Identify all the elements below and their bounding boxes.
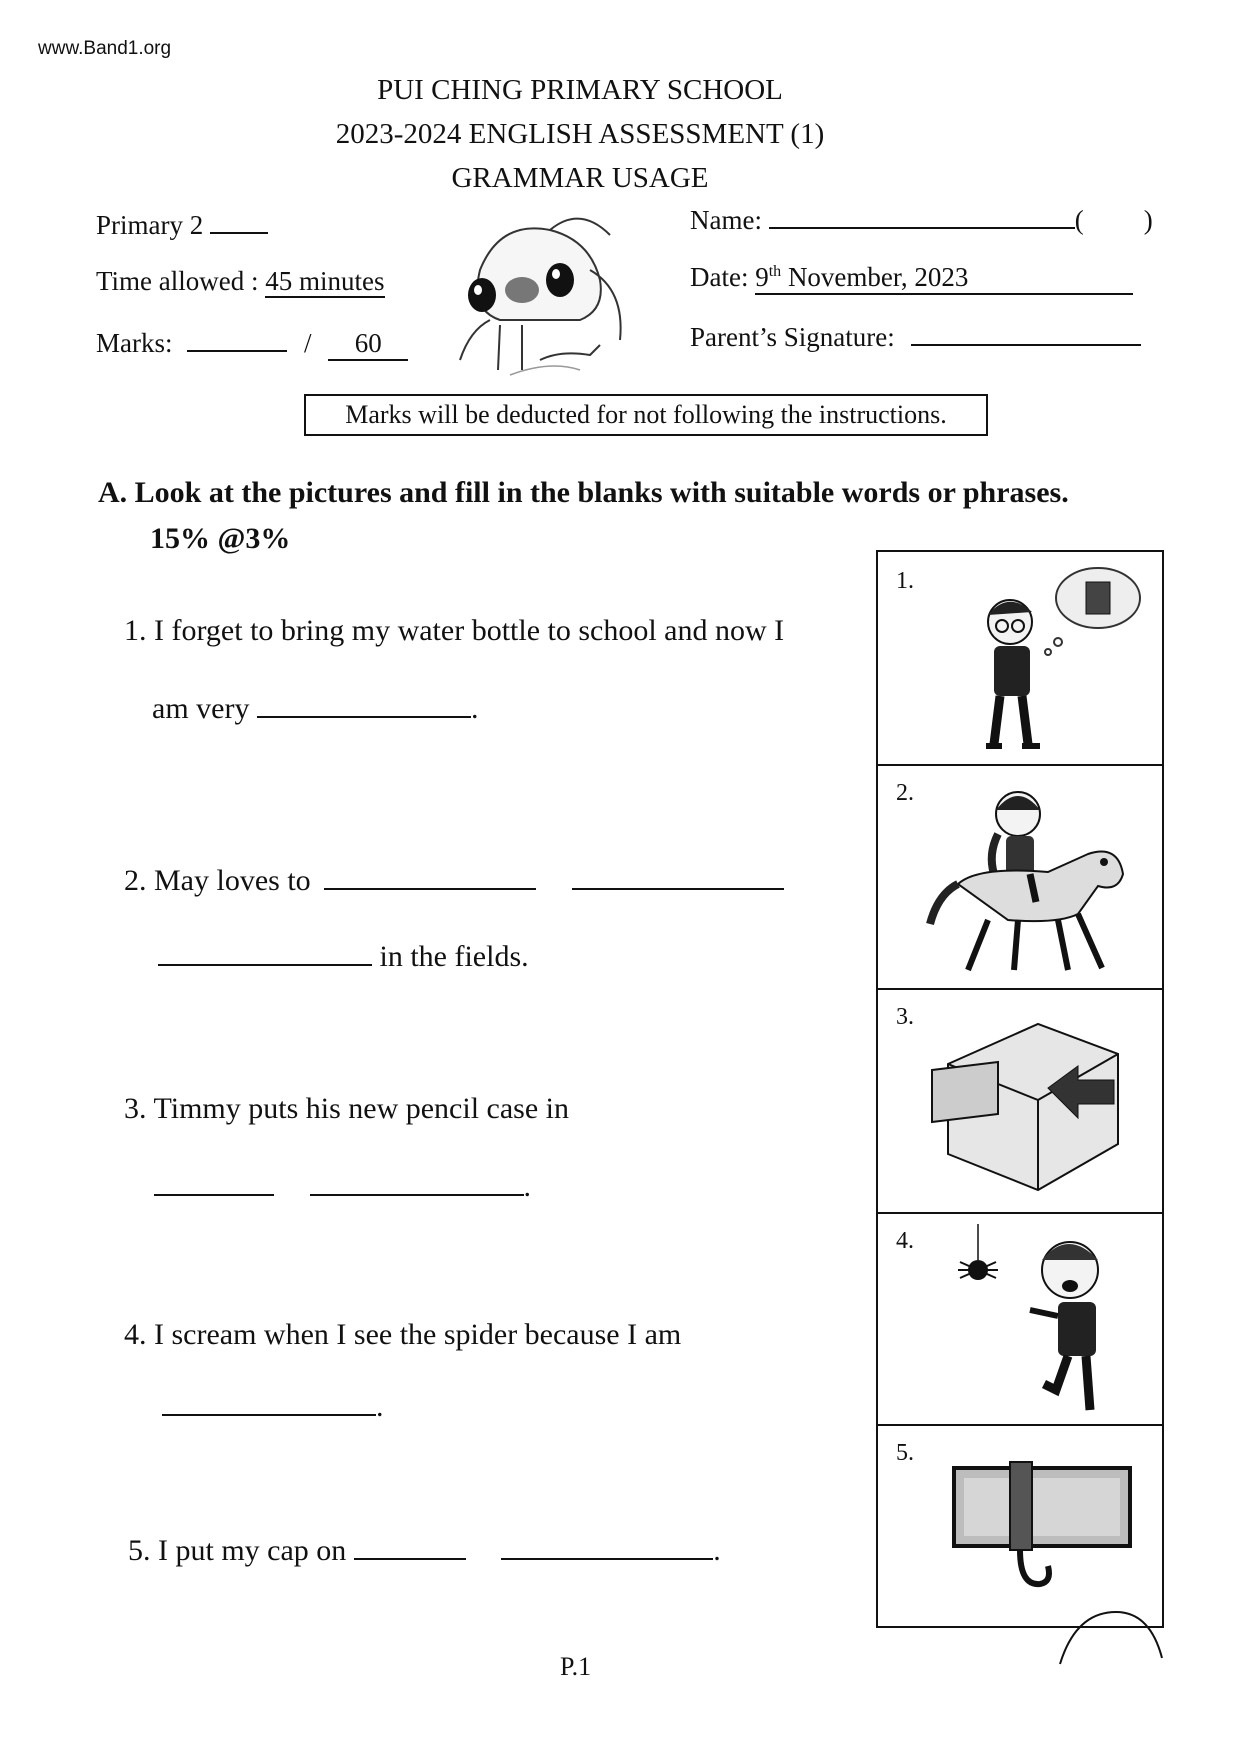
school-name: PUI CHING PRIMARY SCHOOL — [377, 74, 783, 106]
thirsty-boy-illustration — [948, 560, 1148, 760]
punctuation: . — [376, 1390, 384, 1423]
time-value: 45 minutes — [265, 266, 385, 296]
question-3-line-2 — [154, 1170, 531, 1204]
question-number: 1. — [124, 614, 147, 647]
answer-blank-3b[interactable] — [310, 1194, 524, 1196]
class-field — [96, 210, 268, 241]
cap-on-hook-illustration — [948, 1454, 1138, 1594]
question-1-line-2 — [152, 692, 478, 726]
punctuation: . — [713, 1534, 721, 1567]
picture-number: 3. — [896, 1004, 914, 1030]
question-text: in the fields. — [379, 940, 529, 973]
time-separator: : — [251, 266, 259, 296]
class-label: Primary 2 — [96, 210, 204, 240]
date-field — [690, 262, 1133, 295]
page-number: P.1 — [560, 1652, 592, 1681]
picture-number: 1. — [896, 568, 914, 594]
marks-total: 60 — [328, 328, 408, 361]
marks-field — [96, 328, 408, 361]
instructions-notice: Marks will be deducted for not following the instructions. — [304, 394, 988, 436]
question-number: 2. — [124, 864, 147, 897]
question-text: May loves to — [154, 864, 311, 897]
question-number: 4. — [124, 1318, 147, 1351]
answer-blank-2a[interactable] — [324, 888, 536, 890]
class-blank[interactable] — [210, 232, 268, 234]
date-label: Date: — [690, 262, 749, 292]
cartoon-character-illustration — [440, 210, 630, 380]
question-text: I forget to bring my water bottle to school and now I — [154, 614, 785, 647]
answer-blank-5a[interactable] — [354, 1558, 466, 1560]
answer-blank-1[interactable] — [257, 716, 471, 718]
class-number-close-paren: ) — [1143, 205, 1153, 235]
section-a-marks: 15% @3% — [150, 522, 291, 555]
answer-blank-4[interactable] — [162, 1414, 376, 1416]
corner-arc-decoration — [1056, 1606, 1166, 1666]
class-number-open-paren: ( — [1074, 205, 1084, 235]
question-2-line-2 — [158, 940, 529, 974]
picture-panel-3 — [878, 988, 1162, 1214]
question-5 — [128, 1534, 721, 1568]
time-label: Time allowed — [96, 266, 245, 296]
question-number: 3. — [124, 1092, 147, 1125]
question-number: 5. — [128, 1534, 151, 1567]
marks-label: Marks: — [96, 328, 173, 358]
question-text: I scream when I see the spider because I am — [154, 1318, 682, 1351]
parent-signature-field — [690, 322, 1141, 353]
answer-blank-2b[interactable] — [572, 888, 784, 890]
punctuation: . — [470, 692, 479, 725]
girl-riding-horse-illustration — [918, 774, 1154, 980]
assessment-title: 2023-2024 ENGLISH ASSESSMENT (1) — [335, 118, 825, 150]
paper-title: GRAMMAR USAGE — [451, 162, 709, 194]
question-1 — [124, 614, 784, 648]
picture-number: 4. — [896, 1228, 914, 1254]
answer-blank-2c[interactable] — [158, 964, 372, 966]
answer-blank-5b[interactable] — [501, 1558, 713, 1560]
picture-column — [876, 550, 1164, 1628]
website-watermark: www.Band1.org — [38, 38, 172, 59]
picture-panel-4 — [878, 1212, 1162, 1426]
picture-panel-1 — [878, 552, 1162, 766]
pencil-case-into-box-illustration — [928, 1004, 1148, 1200]
picture-number: 5. — [896, 1440, 914, 1466]
section-a-heading: A. Look at the pictures and fill in the blanks with suitable words or phrases. — [98, 476, 1069, 509]
question-4 — [124, 1318, 681, 1352]
question-4-line-2 — [162, 1390, 384, 1424]
time-allowed — [96, 266, 385, 297]
question-2 — [124, 864, 784, 898]
picture-number: 2. — [896, 780, 914, 806]
question-text: Timmy puts his new pencil case in — [153, 1092, 570, 1125]
picture-panel-2 — [878, 764, 1162, 990]
date-value: 9th November, 2023 — [755, 262, 1133, 295]
marks-score-blank[interactable] — [187, 350, 287, 352]
signature-label: Parent’s Signature: — [690, 322, 895, 352]
name-blank[interactable] — [769, 227, 1075, 229]
answer-blank-3a[interactable] — [154, 1194, 274, 1196]
name-label: Name: — [690, 205, 762, 235]
marks-separator: / — [304, 328, 312, 358]
punctuation: . — [523, 1170, 531, 1203]
name-field — [690, 205, 1153, 236]
picture-panel-5 — [878, 1424, 1162, 1624]
signature-blank[interactable] — [911, 344, 1141, 346]
scared-boy-spider-illustration — [944, 1220, 1154, 1420]
question-text: I put my cap on — [158, 1534, 347, 1567]
question-3 — [124, 1092, 569, 1126]
question-text: am very — [152, 692, 250, 725]
